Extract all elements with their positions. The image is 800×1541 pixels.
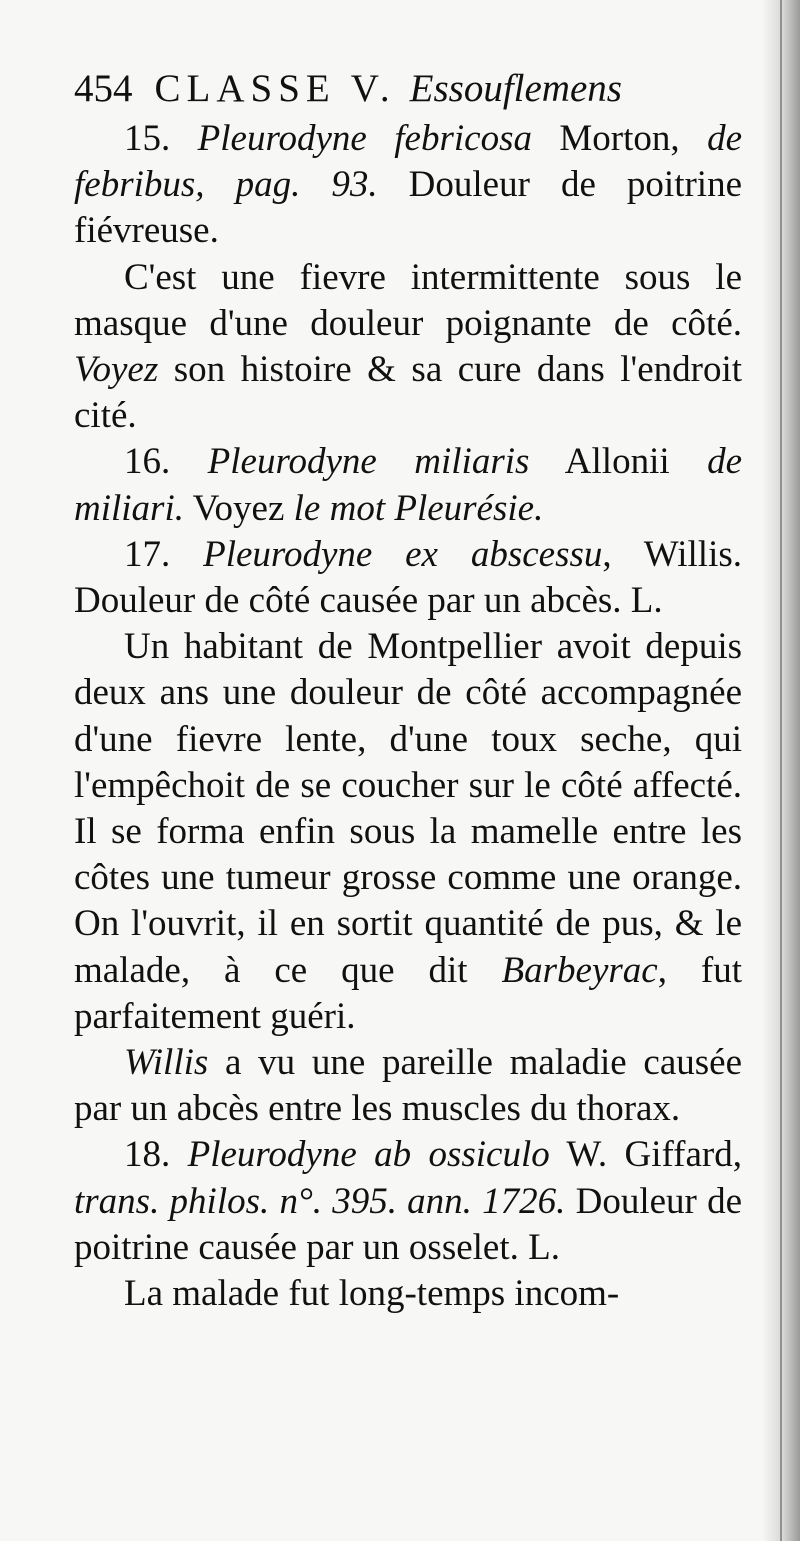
text-run: Pleurodyne miliaris — [207, 441, 530, 483]
paragraph-15-commentary — [74, 255, 742, 440]
text-run: de miliari. — [74, 441, 742, 529]
text-run: Allonii — [529, 441, 708, 483]
section-title: Essouflemens — [409, 67, 622, 110]
text-run: le mot Pleurésie. — [293, 487, 544, 529]
text-run: C'est une fievre intermittente sous le masque d'une douleur poignante de côté. — [74, 256, 742, 344]
page-number: 454 — [74, 67, 133, 110]
text-run: 18. — [124, 1134, 188, 1176]
paragraph-18 — [74, 1132, 742, 1271]
text-run: Barbeyrac — [501, 949, 658, 991]
text-run: Un habitant de Montpellier avoit depuis deux ans une douleur de côté accompagnée d'une fievre lente, d'une toux seche, qui l'empêchoit de se coucher sur le côté affecté. Il se forma enfin sous la mamelle entre les côtes une tumeur grosse comme une orange. On l'ouvrit, il en sortit quantité de pus, & le malade, à ce que dit — [74, 626, 742, 991]
paragraph-16 — [74, 439, 742, 531]
text-run: de febribus, pag. 93. — [74, 118, 742, 206]
text-run: , Willis. Douleur de côté causée par un abcès. L. — [74, 533, 743, 622]
text-run: Douleur de poitrine causée par un osselet. L. — [74, 1180, 742, 1268]
text-run: a vu une pareille maladie causée par un abcès entre les muscles du thorax. — [74, 1042, 742, 1130]
page-edge-line — [780, 0, 782, 1541]
running-header — [74, 62, 742, 116]
text-run: trans. philos. n°. 395. ann. 1726. — [74, 1180, 566, 1222]
text-run: Voyez — [184, 487, 294, 529]
paragraph-17 — [74, 532, 742, 624]
text-run: Voyez — [74, 349, 159, 391]
text-run: 15. — [124, 118, 198, 159]
text-run: Pleurodyne ex abscessu — [203, 533, 603, 575]
text-run: son histoire & sa cure dans l'endroit cité. — [74, 349, 742, 437]
paragraph-17-willis — [74, 1040, 742, 1132]
text-run: Pleurodyne febricosa — [197, 118, 532, 159]
text-run: 16. — [124, 441, 208, 483]
class-label: CLASSE V. — [154, 67, 396, 110]
text-run: Morton, — [531, 118, 708, 159]
text-run: Douleur de poitrine fiévreuse. — [74, 164, 743, 252]
paragraph-18-case — [74, 1271, 742, 1317]
text-run: 17. — [124, 533, 204, 575]
text-run: La malade fut long-temps incom- — [124, 1273, 620, 1315]
paragraph-17-case — [74, 624, 742, 1040]
text-run: , fut parfaitement guéri. — [74, 949, 742, 1037]
text-block — [74, 62, 742, 1317]
text-run: Pleurodyne ab ossiculo — [187, 1134, 550, 1176]
text-run: W. Giffard, — [549, 1134, 742, 1176]
text-run: Willis — [124, 1042, 209, 1084]
paragraph-15 — [74, 116, 742, 255]
